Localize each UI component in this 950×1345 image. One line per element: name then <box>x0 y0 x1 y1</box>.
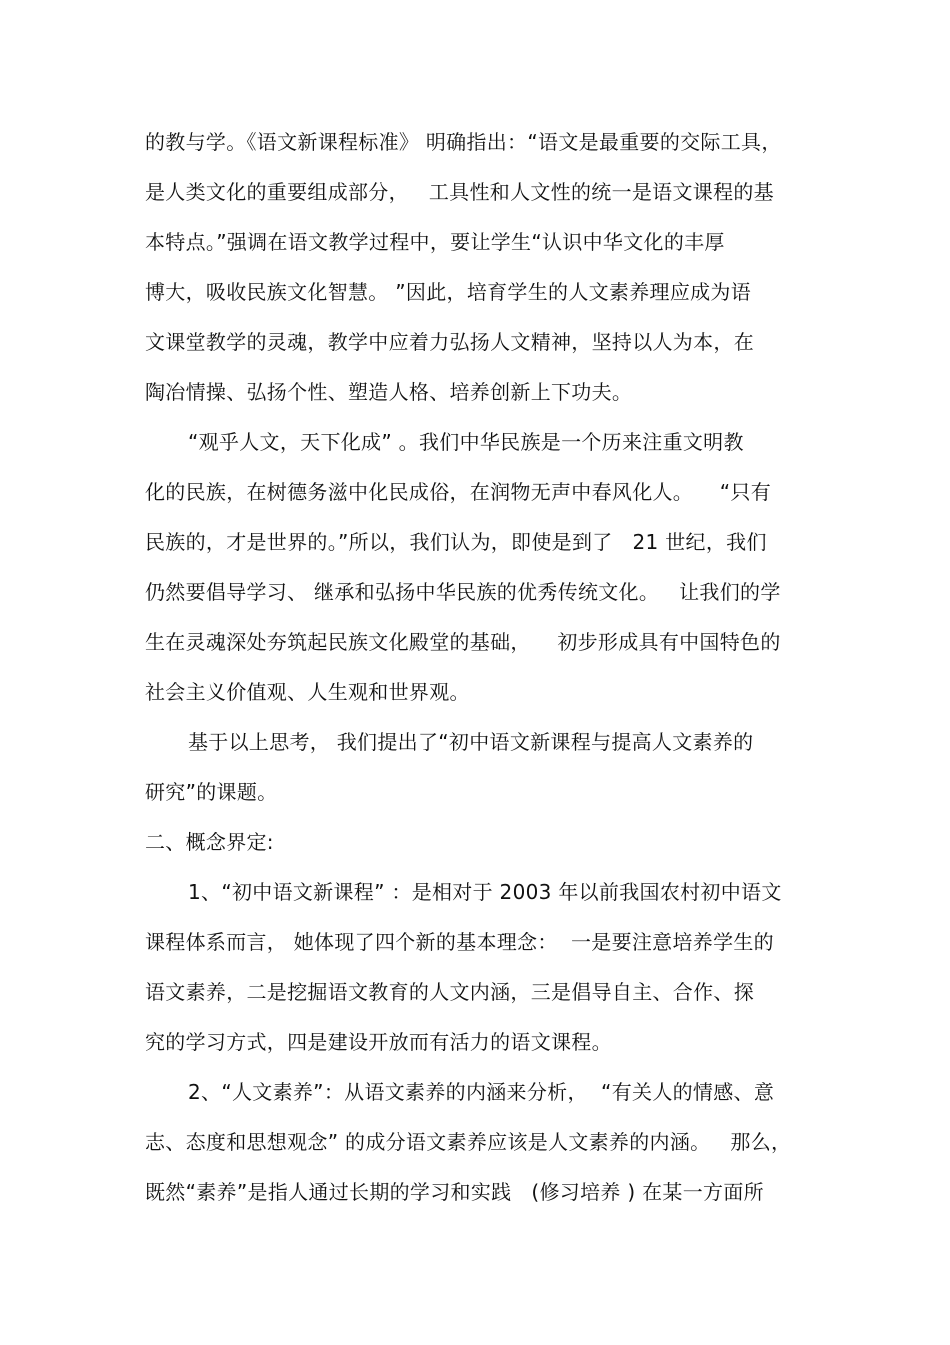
text-line: 文课堂教学的灵魂，教学中应着力弘扬人文精神，坚持以人为本，在 <box>145 330 754 354</box>
text-line: 博大，吸收民族文化智慧。 ”因此，培育学生的人文素养理应成为语 <box>145 280 752 304</box>
section-heading: 二、概念界定: <box>145 830 274 854</box>
text-line: 志、态度和思想观念” 的成分语文素养应该是人文素养的内涵。 那么， <box>145 1130 792 1154</box>
text-line: 生在灵魂深处夯筑起民族文化殿堂的基础， 初步形成具有中国特色的 <box>145 630 781 654</box>
text-line: 民族的，才是世界的。”所以，我们认为，即使是到了 21 世纪，我们 <box>145 530 767 554</box>
text-line: 社会主义价值观、人生观和世界观。 <box>145 680 470 704</box>
text-line: 基于以上思考， 我们提出了“初中语文新课程与提高人文素养的 <box>188 730 754 754</box>
text-line: “观乎人文，天下化成” 。我们中华民族是一个历来注重文明教 <box>188 430 744 454</box>
text-line: 语文素养，二是挖掘语文教育的人文内涵，三是倡导自主、合作、探 <box>145 980 754 1004</box>
text-line: 陶冶情操、弘扬个性、塑造人格、培养创新上下功夫。 <box>145 380 633 404</box>
text-line: 1、“初中语文新课程” ：是相对于 2003 年以前我国农村初中语文 <box>188 880 782 904</box>
text-line: 研究”的课题。 <box>145 780 278 804</box>
text-line: 化的民族，在树德务滋中化民成俗，在润物无声中春风化人。 “只有 <box>145 480 771 504</box>
text-line: 究的学习方式，四是建设开放而有活力的语文课程。 <box>145 1030 612 1054</box>
text-line: 既然“素养”是指人通过长期的学习和实践 (修习培养 ) 在某一方面所 <box>145 1180 764 1204</box>
text-line: 2、“人文素养”：从语文素养的内涵来分析， “有关人的情感、意 <box>188 1080 775 1104</box>
text-line: 是人类文化的重要组成部分， 工具性和人文性的统一是语文课程的基 <box>145 180 774 204</box>
text-line: 课程体系而言， 她体现了四个新的基本理念： 一是要注意培养学生的 <box>145 930 774 954</box>
text-line: 的教与学。《语文新课程标准》 明确指出：“语文是最重要的交际工具， <box>145 130 782 154</box>
text-line: 仍然要倡导学习、 继承和弘扬中华民族的优秀传统文化。 让我们的学 <box>145 580 781 604</box>
text-line: 本特点。”强调在语文教学过程中，要让学生“认识中华文化的丰厚 <box>145 230 725 254</box>
